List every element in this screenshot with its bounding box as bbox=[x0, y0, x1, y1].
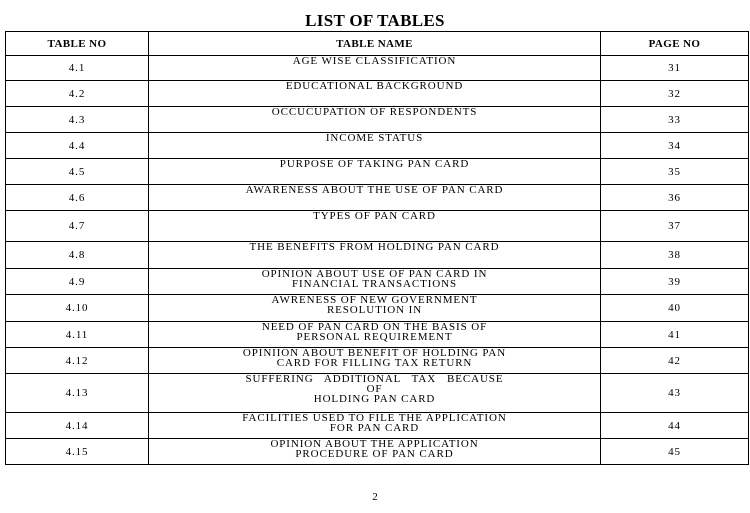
table-row bbox=[6, 185, 749, 211]
table-name-line: AWRENESS OF NEW GOVERNMENT bbox=[271, 294, 478, 306]
table-row bbox=[6, 374, 749, 413]
column-header-table-no: TABLE NO bbox=[6, 32, 149, 56]
table-name-cell bbox=[149, 242, 601, 269]
page-number-cell: 31 bbox=[601, 56, 749, 81]
table-number-cell: 4.14 bbox=[6, 413, 149, 439]
page-number-cell: 44 bbox=[601, 413, 749, 439]
table-row bbox=[6, 242, 749, 269]
table-row bbox=[6, 269, 749, 295]
page-number-cell: 37 bbox=[601, 211, 749, 242]
page-number-cell: 43 bbox=[601, 374, 749, 413]
table-name-line: OCCUCUPATION OF RESPONDENTS bbox=[271, 106, 478, 118]
page-number-cell: 41 bbox=[601, 322, 749, 348]
table-row bbox=[6, 81, 749, 107]
table-name-cell bbox=[149, 133, 601, 159]
page-number-cell: 42 bbox=[601, 348, 749, 374]
list-of-tables bbox=[5, 31, 749, 465]
table-row bbox=[6, 348, 749, 374]
table-row bbox=[6, 133, 749, 159]
table-name-cell bbox=[149, 374, 601, 413]
page-number-cell: 45 bbox=[601, 439, 749, 465]
page-number-cell: 40 bbox=[601, 295, 749, 322]
page-number-cell: 34 bbox=[601, 133, 749, 159]
table-header-row bbox=[6, 32, 749, 56]
table-name-line: NEED OF PAN CARD ON THE BASIS OF bbox=[261, 321, 488, 333]
page-number: 2 bbox=[372, 491, 378, 503]
table-number-cell: 4.15 bbox=[6, 439, 149, 465]
table-row bbox=[6, 107, 749, 133]
table-number-cell: 4.7 bbox=[6, 211, 149, 242]
table-name-cell bbox=[149, 159, 601, 185]
column-header-table-name: TABLE NAME bbox=[149, 32, 601, 56]
table-name-cell bbox=[149, 81, 601, 107]
table-name-line: PROCEDURE OF PAN CARD bbox=[295, 448, 454, 460]
table-name-line: RESOLUTION IN bbox=[326, 304, 423, 316]
table-name-line: TYPES OF PAN CARD bbox=[313, 210, 436, 222]
table-name-line: PURPOSE OF TAKING PAN CARD bbox=[279, 158, 470, 170]
table-name-line: INCOME STATUS bbox=[325, 132, 424, 144]
table-number-cell: 4.11 bbox=[6, 322, 149, 348]
table-name-cell bbox=[149, 107, 601, 133]
table-row bbox=[6, 322, 749, 348]
table-row bbox=[6, 295, 749, 322]
table-name-line: CARD FOR FILLING TAX RETURN bbox=[276, 357, 473, 369]
table-name-line: HOLDING PAN CARD bbox=[313, 393, 436, 405]
table-number-cell: 4.10 bbox=[6, 295, 149, 322]
page-number-cell: 33 bbox=[601, 107, 749, 133]
column-header-page-no: PAGE NO bbox=[601, 32, 749, 56]
table-row bbox=[6, 56, 749, 81]
page-title: LIST OF TABLES bbox=[305, 11, 445, 30]
table-name-line: OPINION ABOUT THE APPLICATION bbox=[270, 438, 479, 450]
page-number-cell: 32 bbox=[601, 81, 749, 107]
page-number-cell: 36 bbox=[601, 185, 749, 211]
table-name-line: FOR PAN CARD bbox=[329, 422, 420, 434]
table-name-line: SUFFERING ADDITIONAL TAX BECAUSE bbox=[245, 373, 504, 385]
table-number-cell: 4.6 bbox=[6, 185, 149, 211]
table-number-cell: 4.1 bbox=[6, 56, 149, 81]
table-name-cell bbox=[149, 413, 601, 439]
table-name-cell bbox=[149, 348, 601, 374]
page-number-cell: 38 bbox=[601, 242, 749, 269]
table-name-line: OPINION ABOUT USE OF PAN CARD IN bbox=[261, 268, 488, 280]
table-name-cell bbox=[149, 322, 601, 348]
table-number-cell: 4.8 bbox=[6, 242, 149, 269]
table-number-cell: 4.9 bbox=[6, 269, 149, 295]
page-number-cell: 39 bbox=[601, 269, 749, 295]
table-row bbox=[6, 439, 749, 465]
table-row bbox=[6, 211, 749, 242]
table-name-cell bbox=[149, 56, 601, 81]
table-name-line: OPINIION ABOUT BENEFIT OF HOLDING PAN bbox=[242, 347, 507, 359]
table-name-cell bbox=[149, 185, 601, 211]
table-name-cell bbox=[149, 211, 601, 242]
page-number-cell: 35 bbox=[601, 159, 749, 185]
table-name-cell bbox=[149, 269, 601, 295]
table-name-line: EDUCATIONAL BACKGROUND bbox=[285, 80, 464, 92]
table-number-cell: 4.13 bbox=[6, 374, 149, 413]
table-row bbox=[6, 413, 749, 439]
table-name-line: AGE WISE CLASSIFICATION bbox=[292, 55, 457, 67]
table-body bbox=[6, 56, 749, 465]
table-name-line: AWARENESS ABOUT THE USE OF PAN CARD bbox=[245, 184, 504, 196]
table-name-line: FINANCIAL TRANSACTIONS bbox=[292, 278, 457, 290]
table-number-cell: 4.3 bbox=[6, 107, 149, 133]
table-number-cell: 4.2 bbox=[6, 81, 149, 107]
table-name-line: PERSONAL REQUIREMENT bbox=[296, 331, 453, 343]
table-number-cell: 4.4 bbox=[6, 133, 149, 159]
table-row bbox=[6, 159, 749, 185]
table-number-cell: 4.5 bbox=[6, 159, 149, 185]
table-name-line: THE BENEFITS FROM HOLDING PAN CARD bbox=[249, 241, 500, 253]
table-name-line: FACILITIES USED TO FILE THE APPLICATION bbox=[242, 412, 507, 424]
table-number-cell: 4.12 bbox=[6, 348, 149, 374]
table-name-cell bbox=[149, 295, 601, 322]
table-name-line: OF bbox=[366, 383, 383, 395]
table-name-cell bbox=[149, 439, 601, 465]
